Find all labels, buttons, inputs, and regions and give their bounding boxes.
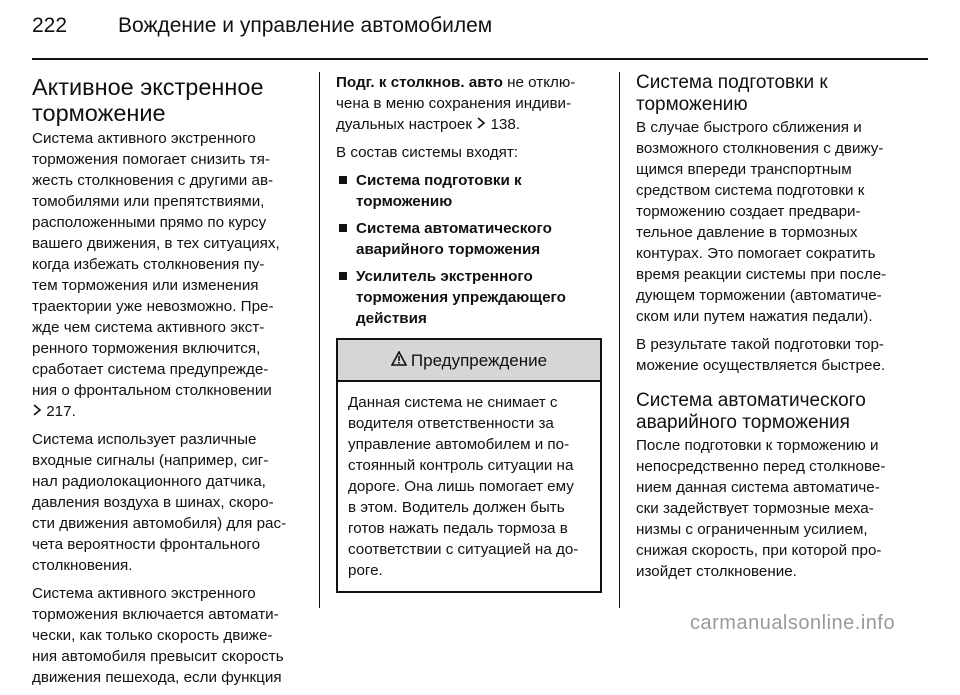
list-item: Система подготовки к торможению [336,170,604,212]
running-title: Вождение и управление автомобилем [118,14,493,37]
setting-name: Подг. к столкнов. авто [336,74,503,91]
section-heading: Активное экстренное торможение [32,74,264,126]
list-item: Система автоматического аварийного торможения [336,218,604,260]
intro-paragraph: Система активного экстренного торможения помогает снизить тя- жесть столкновения с другими ав- томобилями или препятствиями, расположенными прямо по курсу вашего движения, в тех ситуациях, когда избежать столкновения пу- тем торможения или изменения траектории уже невозможно. Пре- жде чем система активного экст- ренного торможения включится, сработает система предупрежде- ния о фронтальном столкновении 217. [32,130,280,420]
paragraph-inputs: Система использует различные входные сигналы (например, сиг- нал радиолокационного датчика, давления воздуха в шинах, скоро- сти движения автомобиля) для рас- чета вероятности фронтального столкновения. [32,431,287,574]
warning-text: Данная система не снимает с водителя ответственности за управление автомобилем и по- стоянный контроль ситуации на дороге. Она лишь помогает ему в этом. Водитель должен быть готов нажать педаль тормоза в соответствии с ситуацией на до- роге. [348,394,579,579]
warning-box [336,338,602,593]
components-intro: В состав системы входят: [336,144,519,161]
column-3 [636,72,928,589]
paragraph-auto-braking: После подготовки к торможению и непосредственно перед столкнове- нием данная система автоматиче- ски задействует тормозные меха- низмы с ограниченным усилием, снижая скорость, при которой про- изойдет столкновение. [636,437,886,580]
settings-paragraph: Подг. к столкнов. авто не отклю- чена в меню сохранения индиви- дуальных настроек 138. [336,74,576,133]
column-divider-2 [619,72,620,608]
site-watermark: carmanualsonline.info [690,612,896,634]
paragraph-pre-braking: В случае быстрого сближения и возможного столкновения с движу- щимся впереди транспортным средством система подготовки к торможению создает предвари- тельное давление в тормозных контурах. Это помогает сократить время реакции системы при после- дующем торможении (автоматиче- ском или путем нажатия педали). [636,119,887,325]
components-list [336,170,604,329]
column-1 [32,72,314,695]
page-number: 222 [32,14,68,37]
warning-title: Предупреждение [410,350,548,370]
paragraph-result: В результате такой подготовки тор- можение осуществляется быстрее. [636,336,886,374]
page-reference-link[interactable]: 138. [490,116,521,133]
header-rule [32,58,928,60]
list-item: Усилитель экстренного торможения упреждающего действия [336,266,604,329]
subsection-heading-1: Система подготовки к торможению [636,72,828,115]
page-reference-arrow-icon [32,403,46,420]
page-reference-link[interactable]: 217. [46,403,76,420]
column-divider-1 [319,72,320,608]
subsection-heading-2: Система автоматического аварийного торможения [636,390,866,433]
paragraph-activation: Система активного экстренного торможения включается автомати- чески, как только скорость движе- ния автомобиля превысит скорость движения пешехода, если функция [32,585,284,686]
page-reference-arrow-icon [476,116,490,133]
warning-triangle-icon [391,350,407,371]
warning-header [338,340,600,382]
column-2 [336,72,604,593]
